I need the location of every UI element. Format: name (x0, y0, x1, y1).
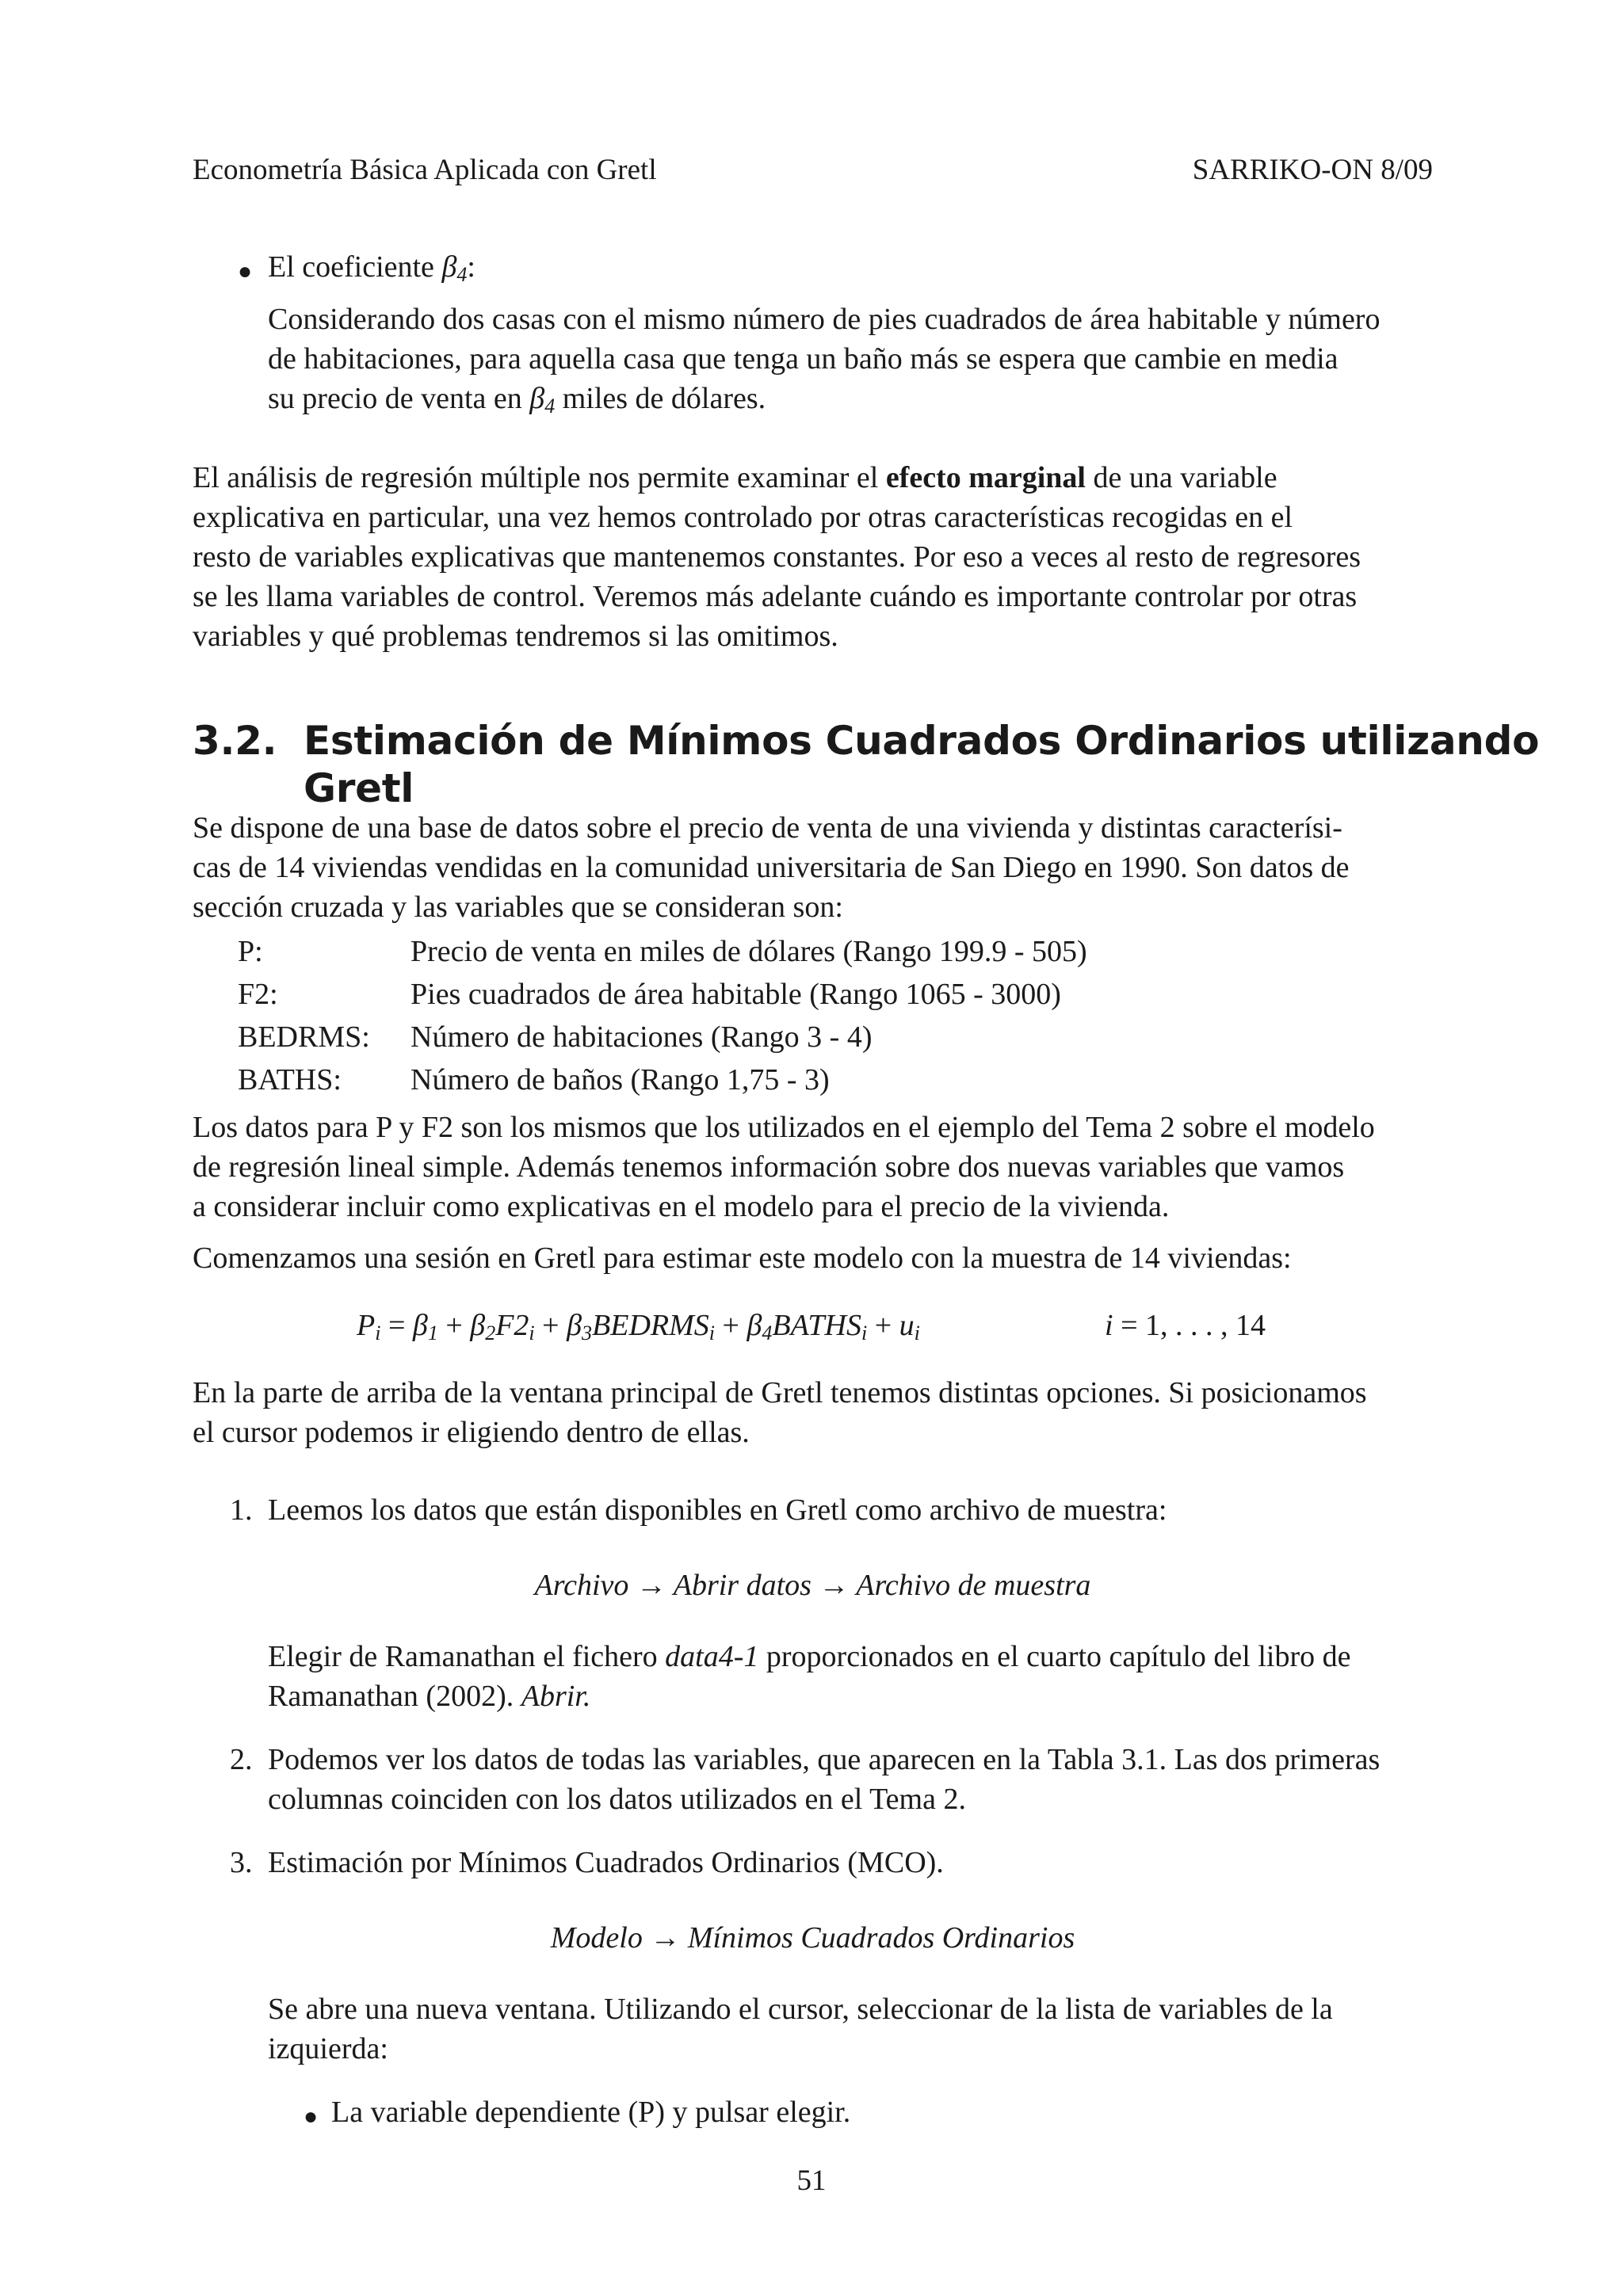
step-number: 2. (230, 1743, 253, 1776)
data-note-line-3: a considerar incluir como explicativas en el modelo para el precio de la vivienda. (193, 1190, 1170, 1223)
session-sentence: Comenzamos una sesión en Gretl para estimar este modelo con la muestra de 14 viviendas: (193, 1241, 1292, 1275)
step-number: 3. (230, 1846, 253, 1879)
beta4-line-1: Considerando dos casas con el mismo número de pies cuadrados de área habitable y número (268, 303, 1381, 336)
variable-name: P: (238, 935, 263, 968)
intro-line-1: Se dispone de una base de datos sobre el precio de venta de una vivienda y distintas caracterísi- (193, 811, 1342, 845)
marginal-bold-term: efecto marginal (885, 461, 1086, 494)
variable-row (238, 974, 1347, 1016)
intro-line-3: sección cruzada y las variables que se consideran son: (193, 891, 843, 924)
equation-index-range: i = 1, . . . , 14 (1105, 1309, 1266, 1342)
step-2-line-1: Podemos ver los datos de todas las variables, que aparecen en la Tabla 3.1. Las dos primeras (268, 1743, 1381, 1776)
bullet-dot: ● (304, 2103, 319, 2130)
beta4-bullet-heading: El coeficiente $\beta_4$: (268, 250, 475, 286)
marginal-line-4: se les llama variables de control. Veremos más adelante cuándo es importante controlar por otras (193, 580, 1358, 613)
variable-name: BATHS: (238, 1063, 342, 1097)
variable-name: F2: (238, 978, 278, 1011)
data-file-name: data4-1 (665, 1640, 759, 1673)
intro-line-2: cas de 14 viviendas vendidas en la comunidad universitaria de San Diego en 1990. Son datos de (193, 851, 1350, 884)
marginal-line-2: explicativa en particular, una vez hemos controlado por otras características recogidas en el (193, 501, 1293, 534)
step-3-menu-path: Modelo → Mínimos Cuadrados Ordinarios (550, 1921, 1075, 1955)
step-3-detail-line-1: Se abre una nueva ventana. Utilizando el cursor, seleccionar de la lista de variables de la (268, 1993, 1333, 2026)
marginal-line-1: El análisis de regresión múltiple nos permite examinar el efecto marginal de una variable (193, 461, 1277, 494)
step-1-menu-path: Archivo → Abrir datos → Archivo de muestra (534, 1569, 1091, 1602)
header-edition: SARRIKO-ON 8/09 (1192, 154, 1433, 186)
beta4-line-2: de habitaciones, para aquella casa que tenga un baño más se espera que cambie en media (268, 342, 1338, 376)
variable-description: Número de habitaciones (Rango 3 - 4) (411, 1020, 873, 1054)
data-note-line-2: de regresión lineal simple. Además tenemos información sobre dos nuevas variables que vamos (193, 1150, 1345, 1184)
regression-equation: $P_i = \beta_1 + \beta_2F2_i$ + $\beta_3BEDRMS_i$ + $\beta_4BATHS_i + u_i$ (357, 1309, 920, 1344)
page-number: 51 (796, 2164, 827, 2197)
marginal-line-5: variables y qué problemas tendremos si las omitimos. (193, 620, 838, 653)
section-title: Estimación de Mínimos Cuadrados Ordinarios utilizando Gretl (304, 718, 1540, 811)
variable-description: Pies cuadrados de área habitable (Rango 1065 - 3000) (411, 978, 1061, 1011)
step-1-detail-line-2: Ramanathan (2002). Abrir. (268, 1680, 591, 1713)
step-2-line-2: columnas coinciden con los datos utilizados en el Tema 2. (268, 1783, 966, 1816)
menu-line-2: el cursor podemos ir eligiendo dentro de ellas. (193, 1416, 750, 1449)
step-number: 1. (230, 1493, 253, 1527)
header-title: Econometría Básica Aplicada con Gretl (193, 154, 657, 186)
step-1-detail-line-1: Elegir de Ramanathan el fichero data4-1 proporcionados en el cuarto capítulo del libro de (268, 1640, 1351, 1673)
variable-description: Número de baños (Rango 1,75 - 3) (411, 1063, 830, 1097)
menu-line-1: En la parte de arriba de la ventana principal de Gretl tenemos distintas opciones. Si posicionamos (193, 1376, 1367, 1409)
marginal-line-3: resto de variables explicativas que mantenemos constantes. Por eso a veces al resto de regresores (193, 540, 1361, 574)
variable-description: Precio de venta en miles de dólares (Rango 199.9 - 505) (411, 935, 1087, 968)
data-note-line-1: Los datos para P y F2 son los mismos que los utilizados en el ejemplo del Tema 2 sobre el modelo (193, 1111, 1375, 1144)
beta4-symbol: $\beta_4$ (441, 250, 468, 286)
beta4-line-3: su precio de venta en $\beta_4$ miles de dólares. (268, 382, 766, 418)
bullet-dot: ● (238, 258, 253, 284)
step-3-text: Estimación por Mínimos Cuadrados Ordinarios (MCO). (268, 1846, 944, 1879)
step-1-text: Leemos los datos que están disponibles en Gretl como archivo de muestra: (268, 1493, 1167, 1527)
section-number: 3.2. (193, 718, 277, 764)
variable-row (238, 1017, 1347, 1058)
step-3-detail-line-2: izquierda: (268, 2032, 388, 2065)
step-3-bullet: La variable dependiente (P) y pulsar elegir. (331, 2096, 851, 2129)
variable-name: BEDRMS: (238, 1020, 370, 1054)
variable-row (238, 932, 1347, 973)
variable-row (238, 1060, 1347, 1101)
